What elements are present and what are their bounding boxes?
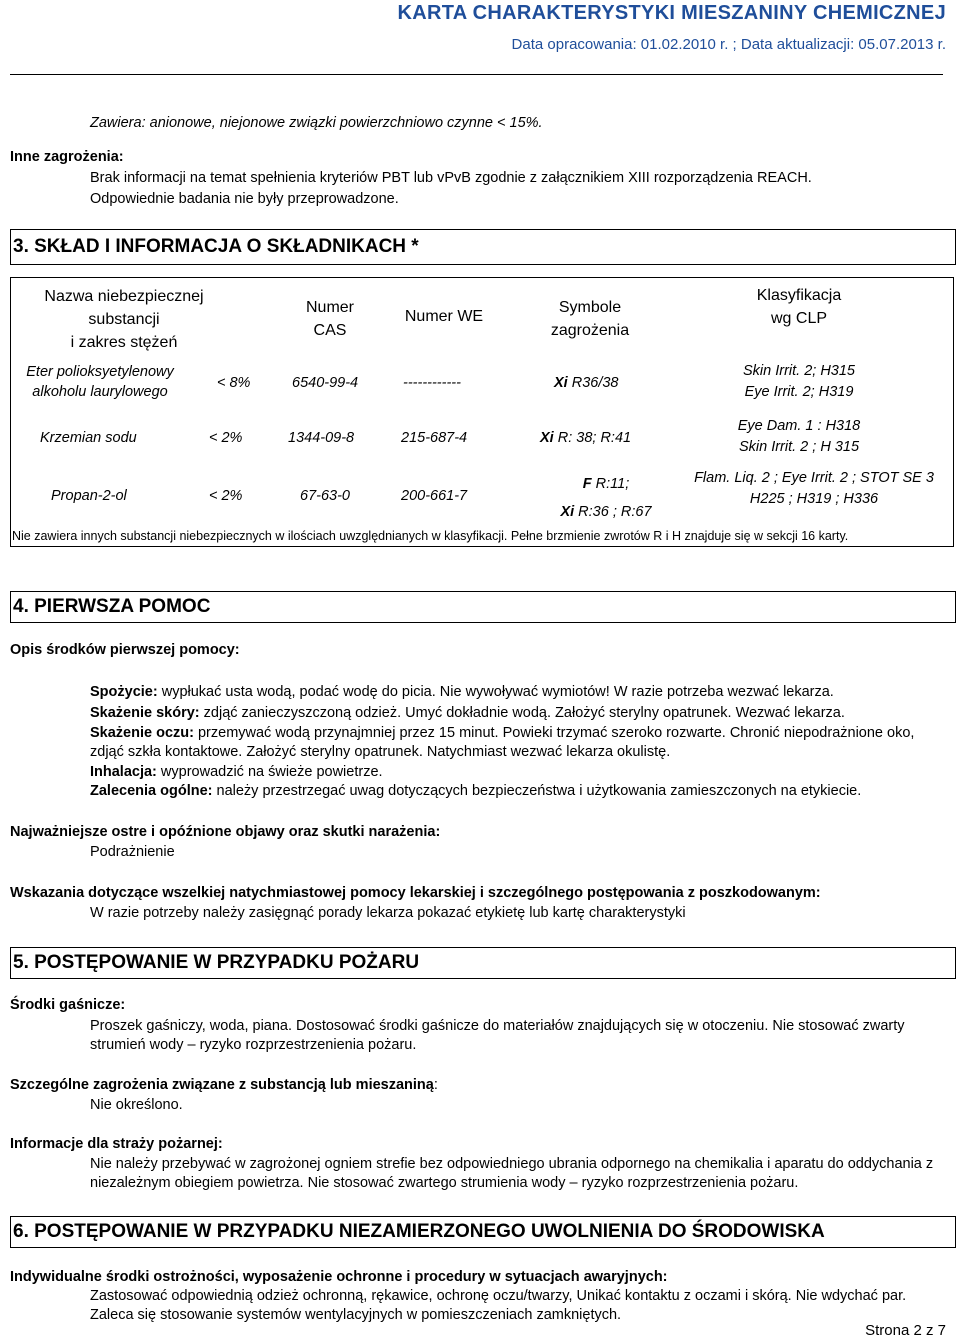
- col-cas-l2: CAS: [313, 322, 347, 339]
- row-2-clp: [724, 416, 874, 458]
- row-1-symbols: [554, 374, 619, 392]
- col-name-l1: Nazwa niebezpiecznej: [44, 288, 204, 305]
- col-name-l2: substancji: [88, 311, 160, 328]
- col-clp-header: [732, 284, 866, 330]
- header-rule: [10, 74, 943, 75]
- special-hazards-colon: :: [433, 1077, 438, 1093]
- section-6-title: 6. POSTĘPOWANIE W PRZYPADKU NIEZAMIERZONEGO UWOLNIENIA DO ŚRODOWISKA: [10, 1216, 956, 1248]
- symptoms-text: Podrażnienie: [90, 844, 175, 860]
- row-3-sym2-rest: R:36 ; R:67: [574, 504, 652, 520]
- row-2-sym-xi: Xi: [540, 430, 554, 446]
- skin-line: [90, 704, 845, 722]
- precautions-label: Indywidualne środki ostrożności, wyposażenie ochronne i procedury w sytuacjach awaryjnych:: [10, 1269, 668, 1285]
- other-hazards-line2: Odpowiednie badania nie były przeprowadzone.: [90, 191, 399, 207]
- row-3-sym2-bold: Xi: [560, 504, 575, 520]
- inhalation-line: [90, 763, 383, 781]
- col-name-l3: i zakres stężeń: [70, 334, 178, 351]
- row-2-conc: < 2%: [209, 430, 243, 446]
- firefighters-l2: niezależnym obiegiem powietrza. Nie stosować zwartego strumienia wody – ryzyko rozprzestrzenienia pożaru.: [90, 1175, 799, 1191]
- document-dates: Data opracowania: 01.02.2010 r. ; Data aktualizacji: 05.07.2013 r.: [511, 36, 946, 53]
- row-1-cas: 6540-99-4: [292, 375, 359, 391]
- document-title: KARTA CHARAKTERYSTYKI MIESZANINY CHEMICZNEJ: [397, 2, 946, 24]
- general-label: Zalecenia ogólne:: [90, 783, 213, 799]
- other-hazards-line1: Brak informacji na temat spełnienia kryteriów PBT lub vPvB zgodnie z załącznikiem XIII rozporządzenia REACH.: [90, 170, 812, 186]
- row-1-conc: < 8%: [217, 375, 251, 391]
- extinguishing-media-label: Środki gaśnicze:: [10, 997, 126, 1013]
- special-hazards-text: Nie określono.: [90, 1097, 183, 1113]
- col-sym-l2: zagrożenia: [550, 322, 630, 339]
- col-name-header: [14, 285, 234, 354]
- row-1-we: ------------: [403, 375, 461, 391]
- ingestion-label: Spożycie:: [90, 684, 158, 700]
- section-3-title: 3. SKŁAD I INFORMACJA O SKŁADNIKACH *: [10, 229, 956, 265]
- eye-text-l2: zdjąć szkła kontaktowe. Założyć sterylny opatrunek. Natychmiast wezwać lekarza okulistę.: [90, 744, 671, 760]
- skin-label: Skażenie skóry:: [90, 705, 200, 721]
- first-aid-measures-label: Opis środków pierwszej pomocy:: [10, 642, 240, 658]
- row-2-cas: 1344-09-8: [288, 430, 355, 446]
- row-3-conc: < 2%: [209, 488, 243, 504]
- firefighters-label: Informacje dla straży pożarnej:: [10, 1136, 223, 1152]
- inhalation-label: Inhalacja:: [90, 764, 157, 780]
- row-2-symbols: [540, 429, 631, 447]
- special-hazards-label: Szczególne zagrożenia związane z substancją lub mieszaniną: [10, 1077, 434, 1093]
- row-3-name: Propan-2-ol: [51, 488, 127, 504]
- special-hazards-line: [10, 1076, 438, 1094]
- other-hazards-label: Inne zagrożenia:: [10, 149, 124, 165]
- precautions-l1: Zastosować odpowiednią odzież ochronną, rękawice, ochronę oczu/twarzy, Unikać kontaktu z oczami i skórą. Nie wdychać par.: [90, 1288, 907, 1304]
- contains-text: Zawiera: anionowe, niejonowe związki powierzchniowo czynne < 15%.: [90, 115, 543, 131]
- row-2-clp-l2: Skin Irrit. 2 ; H 315: [738, 439, 860, 455]
- row-2-sym-rest: R: 38; R:41: [553, 430, 632, 446]
- eye-line: [90, 724, 914, 742]
- medical-attention-text: W razie potrzeby należy zasięgnąć porady lekarza pokazać etykietę lub kartę charakterystyki: [90, 905, 686, 921]
- row-1-clp-l1: Skin Irrit. 2; H315: [742, 363, 855, 379]
- extinguishing-media-l2: strumień wody – ryzyko rozprzestrzenienia pożaru.: [90, 1037, 417, 1053]
- row-3-we: 200-661-7: [401, 488, 468, 504]
- section-4-title: 4. PIERWSZA POMOC: [10, 591, 956, 623]
- row-1-sym-rest: R36/38: [567, 375, 619, 391]
- precautions-l2: Zaleca się stosowanie systemów wentylacyjnych w pomieszczeniach zamkniętych.: [90, 1307, 622, 1323]
- medical-attention-label: Wskazania dotyczące wszelkiej natychmiastowej pomocy lekarskiej i szczególnego postępowania z poszkodowanym:: [10, 885, 821, 901]
- row-2-clp-l1: Eye Dam. 1 : H318: [737, 418, 861, 434]
- row-3-symbols: [536, 470, 676, 526]
- inhalation-text: wyprowadzić na świeże powietrze.: [156, 764, 383, 780]
- firefighters-l1: Nie należy przebywać w zagrożonej ogniem strefie bez odpowiedniego ubrania odpornego na chemikalia i aparatu do oddychania z: [90, 1156, 934, 1172]
- row-3-clp-l1: Flam. Liq. 2 ; Eye Irrit. 2 ; STOT SE 3: [694, 470, 934, 486]
- general-text: należy przestrzegać uwag dotyczących bezpieczeństwa i użytkowania zamieszczonych na etykiecie.: [212, 783, 862, 799]
- general-line: [90, 782, 861, 800]
- col-symbols-header: [520, 296, 660, 342]
- row-3-clp: [682, 468, 946, 510]
- row-3-sym-line1: [536, 470, 676, 498]
- skin-text: zdjąć zanieczyszczoną odzież. Umyć dokładnie wodą. Założyć sterylny opatrunek. Wezwać lekarza.: [199, 705, 845, 721]
- row-1-sym-xi: Xi: [554, 375, 568, 391]
- row-1-clp-l2: Eye Irrit. 2; H319: [744, 384, 854, 400]
- eye-text-l1: przemywać wodą przynajmniej przez 15 minut. Powieki trzymać szeroko rozwarte. Chronić niepodrażnione oko,: [193, 725, 915, 741]
- page-number: Strona 2 z 7: [865, 1322, 946, 1339]
- extinguishing-media-l1: Proszek gaśniczy, woda, piana. Dostosować środki gaśnicze do materiałów znajdujących się w otoczeniu. Nie stosować zwarty: [90, 1018, 905, 1034]
- symptoms-label: Najważniejsze ostre i opóźnione objawy oraz skutki narażenia:: [10, 824, 441, 840]
- col-cas-header: [270, 296, 390, 342]
- composition-note: Nie zawiera innych substancji niebezpiecznych w ilościach uwzględnianych w klasyfikacji. Pełne brzmienie zwrotów R i H znajduje się w sekcji 16 karty.: [12, 529, 849, 543]
- col-clp-l2: wg CLP: [770, 310, 828, 327]
- row-3-sym1-rest: R:11;: [591, 476, 630, 492]
- row-3-clp-l2: H225 ; H319 ; H336: [749, 491, 879, 507]
- row-1-clp: [732, 361, 866, 403]
- col-sym-l1: Symbole: [558, 299, 622, 316]
- col-we-header: Numer WE: [404, 308, 484, 325]
- eye-label: Skażenie oczu:: [90, 725, 194, 741]
- row-3-sym-line2: [536, 498, 676, 526]
- row-1-name-l1: Eter polioksyetylenowy: [26, 364, 174, 380]
- row-2-name: Krzemian sodu: [40, 430, 137, 446]
- row-1-name-l2: alkoholu laurylowego: [32, 384, 168, 400]
- ingestion-text: wypłukać usta wodą, podać wodę do picia. Nie wywoływać wymiotów! W razie potrzeba wezwać lekarza.: [157, 684, 834, 700]
- col-clp-l1: Klasyfikacja: [756, 287, 842, 304]
- ingestion-line: [90, 683, 834, 701]
- row-3-cas: 67-63-0: [300, 488, 350, 504]
- table-row-1-name: [14, 362, 186, 402]
- section-5-title: 5. POSTĘPOWANIE W PRZYPADKU POŻARU: [10, 947, 956, 979]
- col-cas-l1: Numer: [305, 299, 354, 316]
- row-2-we: 215-687-4: [401, 430, 468, 446]
- row-3-sym1-bold: F: [582, 476, 592, 492]
